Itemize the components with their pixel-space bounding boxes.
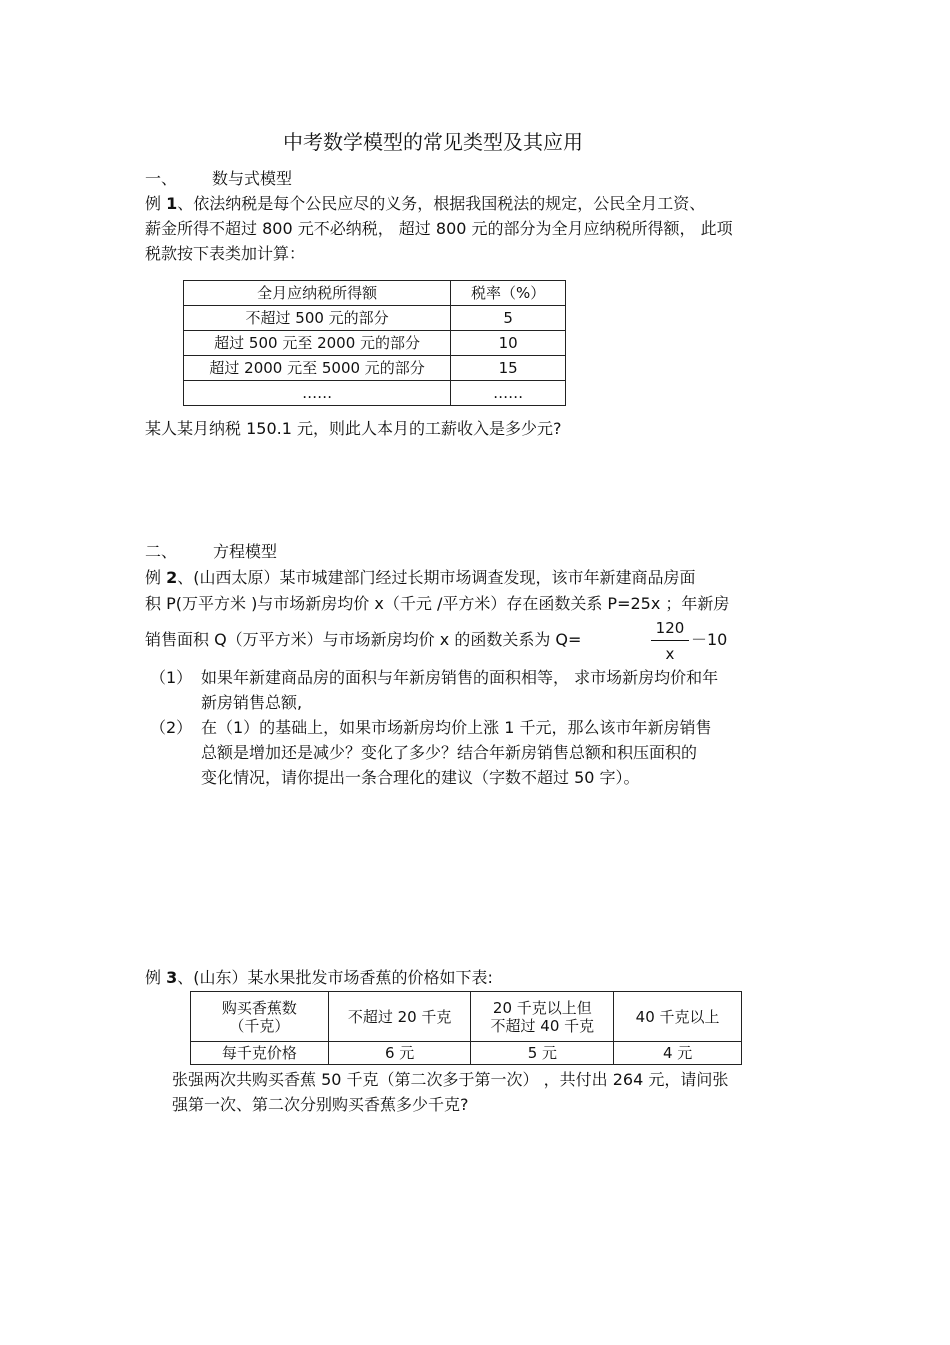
example-3-intro — [145, 967, 493, 989]
example-1-line-1 — [145, 193, 705, 215]
table-row — [184, 356, 566, 381]
example-1-prefix: 例 — [145, 194, 167, 213]
example-2-line-2: 积 P(万平方米 )与市场新房均价 x（千元 /平方米）存在函数关系 P=25x ；年新房 — [145, 594, 730, 613]
table-cell: 5 元 — [471, 1042, 614, 1065]
page-title: 中考数学模型的常见类型及其应用 — [283, 130, 583, 154]
fraction-tail: －10 — [691, 630, 728, 649]
cell-line: 40 千克以上 — [635, 1007, 720, 1026]
cell-line: 购买香蕉数 — [221, 998, 297, 1017]
item-2-label: （2） — [150, 718, 193, 737]
section-2-number: 二、 — [145, 542, 178, 561]
item-2-line-3: 变化情况，请你提出一条合理化的建议（字数不超过 50 字）。 — [201, 768, 640, 787]
table-cell: 超过 2000 元至 5000 元的部分 — [184, 356, 451, 381]
table-cell: …… — [184, 381, 451, 406]
example-3-number: 3 — [166, 968, 178, 987]
tax-table-header-income: 全月应纳税所得额 — [184, 281, 451, 306]
table-row — [184, 331, 566, 356]
banana-price-table — [190, 991, 742, 1065]
table-cell: 超过 500 元至 2000 元的部分 — [184, 331, 451, 356]
table-cell: 15 — [451, 356, 566, 381]
example-2-line-3: 销售面积 Q（万平方米）与市场新房均价 x 的函数关系为 Q= — [145, 630, 582, 649]
table-cell: 每千克价格 — [191, 1042, 329, 1065]
item-2-line-2: 总额是增加还是减少？变化了多少？结合年新房销售总额和积压面积的 — [201, 743, 698, 762]
cell-line: （千克） — [229, 1016, 290, 1035]
banana-table-header-row — [191, 992, 742, 1042]
table-cell: 4 元 — [614, 1042, 742, 1065]
table-cell: 10 — [451, 331, 566, 356]
example-3-prefix: 例 — [145, 968, 167, 987]
table-cell — [471, 992, 614, 1042]
fraction-denominator: x — [665, 645, 675, 663]
example-1-line-3: 税款按下表类加计算： — [145, 244, 306, 263]
table-row — [184, 381, 566, 406]
section-2-heading: 方程模型 — [213, 542, 278, 561]
table-cell — [191, 992, 329, 1042]
table-cell: …… — [451, 381, 566, 406]
example-1-text-1: 、依法纳税是每个公民应尽的义务，根据我国税法的规定，公民全月工资、 — [177, 194, 706, 213]
tax-table-header-row — [184, 281, 566, 306]
example-1-question: 某人某月纳税 150.1 元，则此人本月的工薪收入是多少元? — [145, 419, 562, 438]
example-2-prefix: 例 — [145, 568, 167, 587]
example-2-line-1 — [145, 567, 695, 589]
table-cell — [614, 992, 742, 1042]
table-cell: 6 元 — [328, 1042, 471, 1065]
tax-rate-table — [183, 280, 566, 406]
example-3-intro-text: 、(山东）某水果批发市场香蕉的价格如下表: — [177, 968, 493, 987]
section-1-number: 一、 — [145, 169, 178, 188]
example-1-number: 1 — [166, 194, 178, 213]
example-2-text-1: 、(山西太原）某市城建部门经过长期市场调查发现，该市年新建商品房面 — [177, 568, 696, 587]
cell-line: 20 千克以上但 — [492, 998, 592, 1017]
section-1-heading: 数与式模型 — [212, 169, 293, 188]
item-1-line-2: 新房销售总额, — [201, 693, 303, 712]
cell-line: 不超过 20 千克 — [347, 1007, 452, 1026]
item-1-line-1: 如果年新建商品房的面积与年新房销售的面积相等， 求市场新房均价和年 — [201, 668, 719, 687]
tax-table-header-rate: 税率（%） — [451, 281, 566, 306]
table-cell: 5 — [451, 306, 566, 331]
table-row — [184, 306, 566, 331]
item-1-label: （1） — [150, 668, 193, 687]
table-cell: 不超过 500 元的部分 — [184, 306, 451, 331]
example-3-question-line-1: 张强两次共购买香蕉 50 千克（第二次多于第一次） ，共付出 264 元，请问张 — [172, 1070, 729, 1089]
fraction-numerator: 120 — [655, 619, 685, 637]
example-2-number: 2 — [166, 568, 178, 587]
item-2-line-1: 在（1）的基础上，如果市场新房均价上涨 1 千元，那么该市年新房销售 — [201, 718, 712, 737]
cell-line: 不超过 40 千克 — [490, 1016, 595, 1035]
banana-table-price-row — [191, 1042, 742, 1065]
example-3-question-line-2: 强第一次、第二次分别购买香蕉多少千克? — [172, 1095, 469, 1114]
example-1-line-2: 薪金所得不超过 800 元不必纳税， 超过 800 元的部分为全月应纳税所得额， 此项 — [145, 219, 733, 238]
table-cell — [328, 992, 471, 1042]
fraction-bar — [651, 640, 689, 641]
